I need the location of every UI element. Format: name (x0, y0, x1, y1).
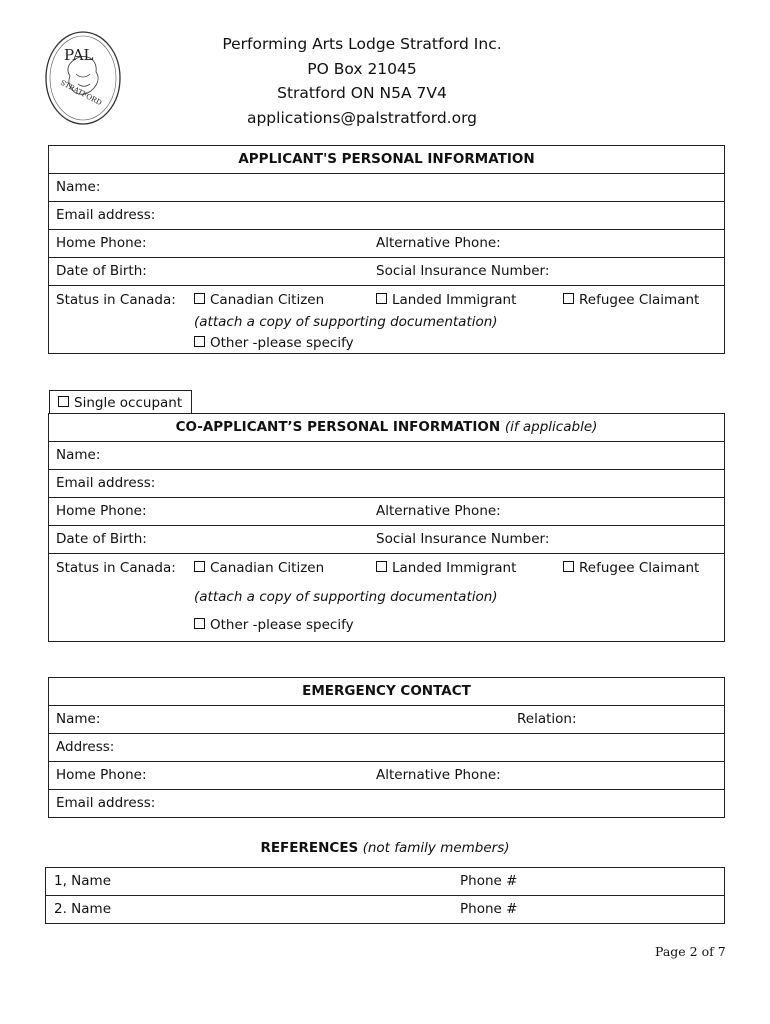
reference-2-name-label: 2. Name (54, 901, 111, 917)
applicant-sin-label: Social Insurance Number: (376, 263, 550, 279)
co-applicant-section-title: CO-APPLICANT’S PERSONAL INFORMATION (if applicable) (48, 413, 725, 442)
applicant-dob-row[interactable] (48, 258, 725, 286)
reference-2-row[interactable] (45, 896, 725, 924)
org-name: Performing Arts Lodge Stratford Inc. (222, 35, 502, 53)
applications-email: applications@palstratford.org (246, 108, 478, 127)
pal-stratford-logo (44, 30, 122, 126)
emergency-alt-phone-label: Alternative Phone: (376, 767, 501, 783)
emergency-section-title: EMERGENCY CONTACT (48, 677, 725, 706)
applicant-landed-option[interactable]: Landed Immigrant (376, 292, 516, 308)
references-title-note: (not family members) (362, 840, 510, 856)
applicant-name-row[interactable] (48, 174, 725, 202)
applicant-status-label: Status in Canada: (56, 292, 176, 308)
emergency-address-label: Address: (56, 739, 115, 755)
co-applicant-landed-option[interactable]: Landed Immigrant (376, 560, 516, 576)
emergency-name-row[interactable] (48, 706, 725, 734)
checkbox-icon[interactable] (58, 396, 69, 407)
emergency-name-label: Name: (56, 711, 101, 727)
co-applicant-status-row (48, 554, 725, 642)
checkbox-icon[interactable] (376, 561, 387, 572)
co-applicant-email-label: Email address: (56, 475, 156, 491)
co-applicant-dob-row[interactable] (48, 526, 725, 554)
emergency-email-row[interactable] (48, 790, 725, 818)
applicant-citizen-option[interactable]: Canadian Citizen (194, 292, 324, 308)
co-applicant-name-label: Name: (56, 447, 101, 463)
po-box: PO Box 21045 (307, 59, 417, 78)
co-applicant-phone-row[interactable] (48, 498, 725, 526)
co-applicant-refugee-option[interactable]: Refugee Claimant (563, 560, 699, 576)
reference-1-phone-label: Phone # (460, 873, 518, 889)
co-applicant-status-label: Status in Canada: (56, 560, 176, 576)
applicant-name-label: Name: (56, 179, 101, 195)
organization-header (222, 32, 502, 130)
co-applicant-email-row[interactable] (48, 470, 725, 498)
reference-1-name-label: 1, Name (54, 873, 111, 889)
emergency-relation-label: Relation: (517, 711, 577, 727)
applicant-email-label: Email address: (56, 207, 156, 223)
co-applicant-home-phone-label: Home Phone: (56, 503, 147, 519)
emergency-email-label: Email address: (56, 795, 156, 811)
city-address: Stratford ON N5A 7V4 (277, 84, 447, 102)
checkbox-icon[interactable] (376, 293, 387, 304)
emergency-address-row[interactable] (48, 734, 725, 762)
applicant-other-option[interactable]: Other -please specify (194, 335, 354, 351)
logo-text-stratford: STRATFORD (59, 78, 104, 108)
applicant-dob-label: Date of Birth: (56, 263, 147, 279)
co-applicant-other-option[interactable]: Other -please specify (194, 617, 354, 633)
co-applicant-citizen-option[interactable]: Canadian Citizen (194, 560, 324, 576)
single-occupant-option[interactable]: Single occupant (49, 390, 192, 414)
emergency-home-phone-label: Home Phone: (56, 767, 147, 783)
co-applicant-dob-label: Date of Birth: (56, 531, 147, 547)
co-applicant-alt-phone-label: Alternative Phone: (376, 503, 501, 519)
checkbox-icon[interactable] (194, 293, 205, 304)
page-number: Page 2 of 7 (655, 944, 726, 959)
applicant-phone-row[interactable] (48, 230, 725, 258)
checkbox-icon[interactable] (194, 561, 205, 572)
checkbox-icon[interactable] (563, 293, 574, 304)
applicant-attach-note: (attach a copy of supporting documentation) (194, 314, 498, 330)
emergency-phone-row[interactable] (48, 762, 725, 790)
checkbox-icon[interactable] (194, 618, 205, 629)
co-applicant-title-note: (if applicable) (504, 419, 598, 435)
applicant-section-title: APPLICANT'S PERSONAL INFORMATION (48, 145, 725, 174)
logo-text-pal: PAL (64, 46, 94, 64)
references-title: REFERENCES (not family members) (260, 840, 510, 856)
co-applicant-name-row[interactable] (48, 442, 725, 470)
co-applicant-sin-label: Social Insurance Number: (376, 531, 550, 547)
co-applicant-attach-note: (attach a copy of supporting documentation) (194, 589, 498, 605)
applicant-email-row[interactable] (48, 202, 725, 230)
checkbox-icon[interactable] (563, 561, 574, 572)
applicant-home-phone-label: Home Phone: (56, 235, 147, 251)
reference-2-phone-label: Phone # (460, 901, 518, 917)
applicant-alt-phone-label: Alternative Phone: (376, 235, 501, 251)
applicant-refugee-option[interactable]: Refugee Claimant (563, 292, 699, 308)
applicant-status-row (48, 286, 725, 354)
reference-1-row[interactable] (45, 867, 725, 896)
checkbox-icon[interactable] (194, 336, 205, 347)
